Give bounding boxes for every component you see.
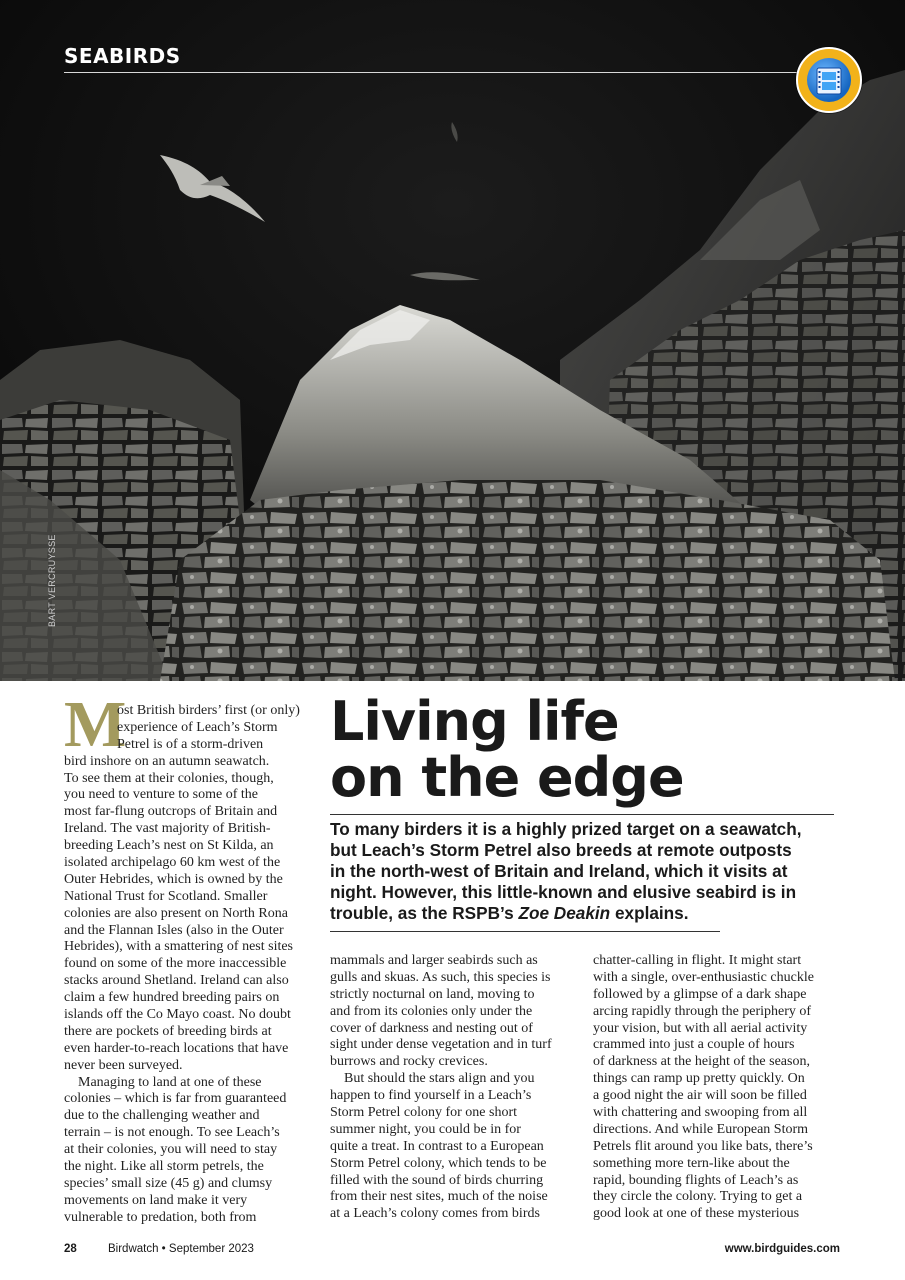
body-line: directions. And while European Storm — [593, 1121, 809, 1137]
body-line: sight under dense vegetation and in turf — [330, 1037, 552, 1053]
body-line: Storm Petrel colony, which tends to be — [330, 1155, 547, 1171]
standfirst-line — [330, 903, 840, 924]
body-line: most far-flung outcrops of Britain and — [64, 804, 278, 820]
standfirst-top-rule — [330, 814, 834, 815]
film-reel-icon — [811, 63, 847, 99]
body-line: isolated archipelago 60 km west of the — [64, 855, 281, 871]
body-line: happen to find yourself in a Leach’s — [330, 1088, 532, 1104]
section-divider — [64, 72, 840, 73]
body-line: Managing to land at one of these — [78, 1074, 262, 1090]
body-line: strictly nocturnal on land, moving to — [330, 986, 535, 1002]
body-line: stacks around Shetland. Ireland can also — [64, 973, 289, 989]
body-line: found on some of the more inaccessible — [64, 956, 287, 972]
body-line: Storm Petrel colony for one short — [330, 1105, 518, 1121]
body-column-2 — [330, 953, 575, 1223]
video-badge[interactable] — [796, 47, 862, 113]
page-number: 28 — [64, 1243, 77, 1255]
body-line: National Trust for Scotland. Smaller — [64, 888, 268, 904]
body-line: summer night, you could be in for — [330, 1121, 521, 1137]
body-line: cover of darkness and nesting out of — [330, 1020, 533, 1036]
standfirst-line: night. However, this little-known and elusive seabird is in — [330, 882, 797, 902]
body-line: To see them at their colonies, though, — [64, 770, 274, 786]
body-line: filled with the sound of birds churring — [330, 1172, 544, 1188]
body-line: even harder-to-reach locations that have — [64, 1040, 289, 1056]
body-line: species’ small size (45 g) and clumsy — [64, 1175, 273, 1191]
body-line: movements on land make it very — [64, 1192, 248, 1208]
section-label: SEABIRDS — [64, 44, 181, 68]
body-line: at a Leach’s colony comes from birds — [330, 1206, 540, 1222]
body-line: never been surveyed. — [64, 1057, 183, 1073]
body-line: arcing rapidly through the periphery of — [593, 1003, 812, 1019]
body-line: terrain – is not enough. To see Leach’s — [64, 1125, 280, 1141]
body-line: followed by a glimpse of a dark shape — [593, 986, 807, 1002]
standfirst-text: explains. — [610, 903, 689, 923]
article-title — [330, 690, 840, 809]
body-line: things can ramp up pretty quickly. On — [593, 1071, 805, 1087]
body-line: of darkness at the height of the season, — [593, 1054, 810, 1070]
body-line: Outer Hebrides, which is owned by the — [64, 871, 283, 887]
body-line: and from its colonies only under the — [330, 1003, 533, 1019]
body-line: they circle the colony. Trying to get a — [593, 1189, 803, 1205]
author-name: Zoe Deakin — [518, 903, 611, 923]
body-line: vulnerable to predation, both from — [64, 1209, 257, 1225]
page-footer — [64, 1243, 840, 1259]
body-line: chatter-calling in flight. It might start — [593, 953, 802, 968]
body-line: good look at one of these mysterious — [593, 1206, 800, 1222]
standfirst-line: To many birders it is a highly prized target on a seawatch, — [330, 819, 802, 839]
body-line: something more tern-like about the — [593, 1155, 790, 1171]
photo-credit: BART VERCRUYSSE — [47, 534, 57, 627]
publication-issue: Birdwatch • September 2023 — [108, 1243, 254, 1255]
body-line: islands off the Co Mayo coast. No doubt — [64, 1007, 291, 1023]
standfirst — [330, 819, 840, 924]
standfirst-line: but Leach’s Storm Petrel also breeds at remote outposts — [330, 840, 792, 860]
body-line: your vision, but with all aerial activity — [593, 1020, 808, 1036]
body-line: ost British birders’ first (or only) — [117, 703, 300, 718]
body-line: at their colonies, you will need to stay — [64, 1142, 278, 1158]
body-line: colonies – which is far from guaranteed — [64, 1091, 287, 1107]
body-line: a good night the air will soon be filled — [593, 1088, 807, 1104]
body-line: there are pockets of breeding birds at — [64, 1023, 272, 1039]
body-line: breeding Leach’s nest on St Kilda, an — [64, 838, 274, 854]
body-line: Hebrides), with a smattering of nest sites — [64, 939, 294, 955]
title-line: on the edge — [330, 746, 684, 809]
body-line: due to the challenging weather and — [64, 1108, 260, 1124]
body-line: gulls and skuas. As such, this species is — [330, 969, 551, 985]
body-line: burrows and rocky crevices. — [330, 1054, 488, 1070]
body-line: and the Flannan Isles (also in the Outer — [64, 922, 284, 938]
body-line: claim a few hundred breeding pairs on — [64, 990, 280, 1006]
body-column-3 — [593, 953, 841, 1223]
title-line: Living life — [330, 690, 619, 753]
body-line: Ireland. The vast majority of British- — [64, 821, 271, 837]
body-line: mammals and larger seabirds such as — [330, 953, 538, 968]
body-line: But should the stars align and you — [344, 1071, 535, 1087]
body-line: Petrel is of a storm-driven — [117, 736, 264, 752]
body-line: with chattering and swooping from all — [593, 1105, 808, 1121]
body-line: Petrels flit around you like bats, there’s — [593, 1138, 813, 1154]
body-line: with a single, over-enthusiastic chuckle — [593, 969, 814, 985]
standfirst-text: trouble, as the RSPB’s — [330, 903, 519, 923]
body-line: experience of Leach’s Storm — [117, 719, 278, 735]
body-line: quite a treat. In contrast to a European — [330, 1138, 544, 1154]
body-line: rapid, bounding flights of Leach’s as — [593, 1172, 799, 1188]
body-line: crammed into just a couple of hours — [593, 1037, 795, 1053]
body-line: colonies are also present on North Rona — [64, 905, 288, 921]
body-column-1 — [64, 703, 314, 1227]
standfirst-bottom-rule — [330, 931, 720, 932]
website-link[interactable]: www.birdguides.com — [724, 1243, 840, 1255]
body-line: bird inshore on an autumn seawatch. — [64, 753, 270, 769]
body-line: from their nest sites, much of the noise — [330, 1189, 548, 1205]
drop-cap: M — [64, 688, 127, 761]
body-line: the night. Like all storm petrels, the — [64, 1159, 264, 1175]
body-line: you need to venture to some of the — [64, 787, 259, 803]
standfirst-line: in the north-west of Britain and Ireland, which it visits at — [330, 861, 788, 881]
